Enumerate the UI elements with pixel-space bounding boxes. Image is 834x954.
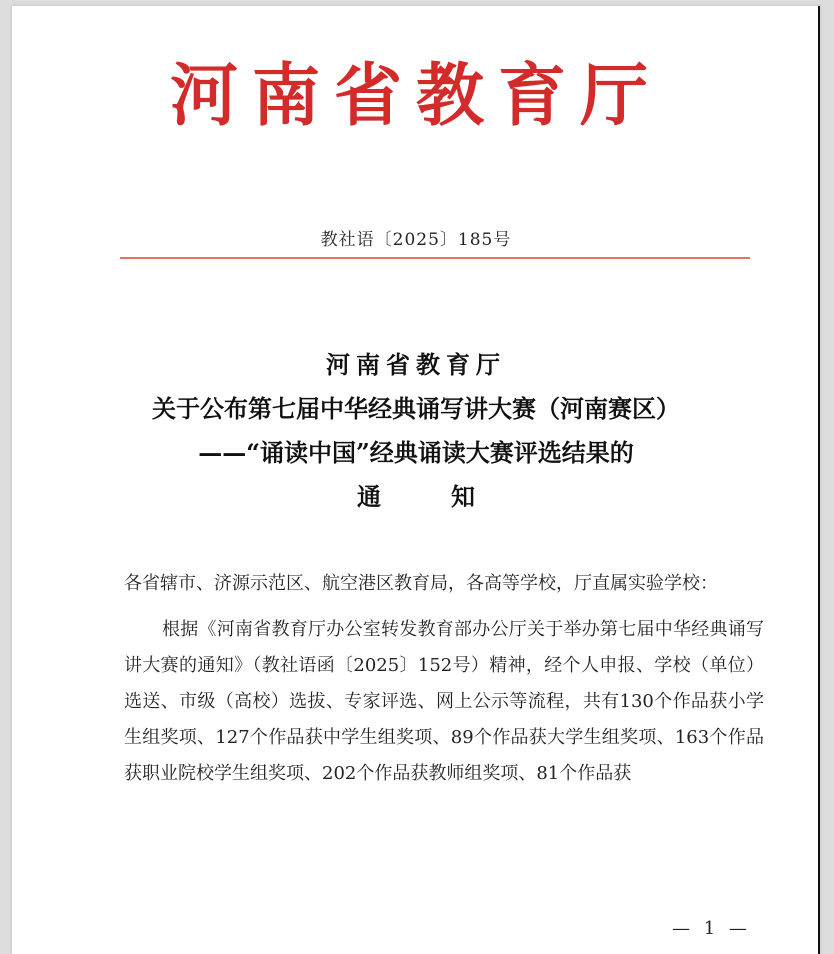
- title-line-subject-continued: ——“诵读中国”经典诵读大赛评选结果的: [198, 438, 634, 467]
- body-paragraph: 根据《河南省教育厅办公室转发教育部办公厅关于举办第七届中华经典诵写讲大赛的通知》（教社语函〔2025〕152号）精神，经个人申报、学校（单位）选送、市级（高校）选拔、专家评选、网上公示等流程，共有130个作品获小学生组奖项、127个作品获中学生组奖项、89个作品获大学生组奖项、163个作品获职业院校学生组奖项、202个作品获教师组奖项、81个作品获: [124, 619, 764, 784]
- title-line-subject: 关于公布第七届中华经典诵写讲大赛（河南赛区）: [152, 394, 680, 423]
- document-page: [12, 6, 820, 954]
- notice-title: [12, 343, 820, 519]
- document-body: [124, 566, 764, 792]
- salutation: 各省辖市、济源示范区、航空港区教育局，各高等学校，厅直属实验学校：: [124, 573, 718, 594]
- document-number: 教社语〔2025〕185号: [320, 230, 512, 250]
- letterhead-title: 河南省教育厅: [169, 56, 662, 136]
- title-line-notice: 通知: [357, 482, 545, 511]
- page-number: — 1 —: [672, 918, 751, 939]
- red-divider-line: [120, 257, 750, 259]
- title-line-issuer: 河南省教育厅: [326, 350, 506, 379]
